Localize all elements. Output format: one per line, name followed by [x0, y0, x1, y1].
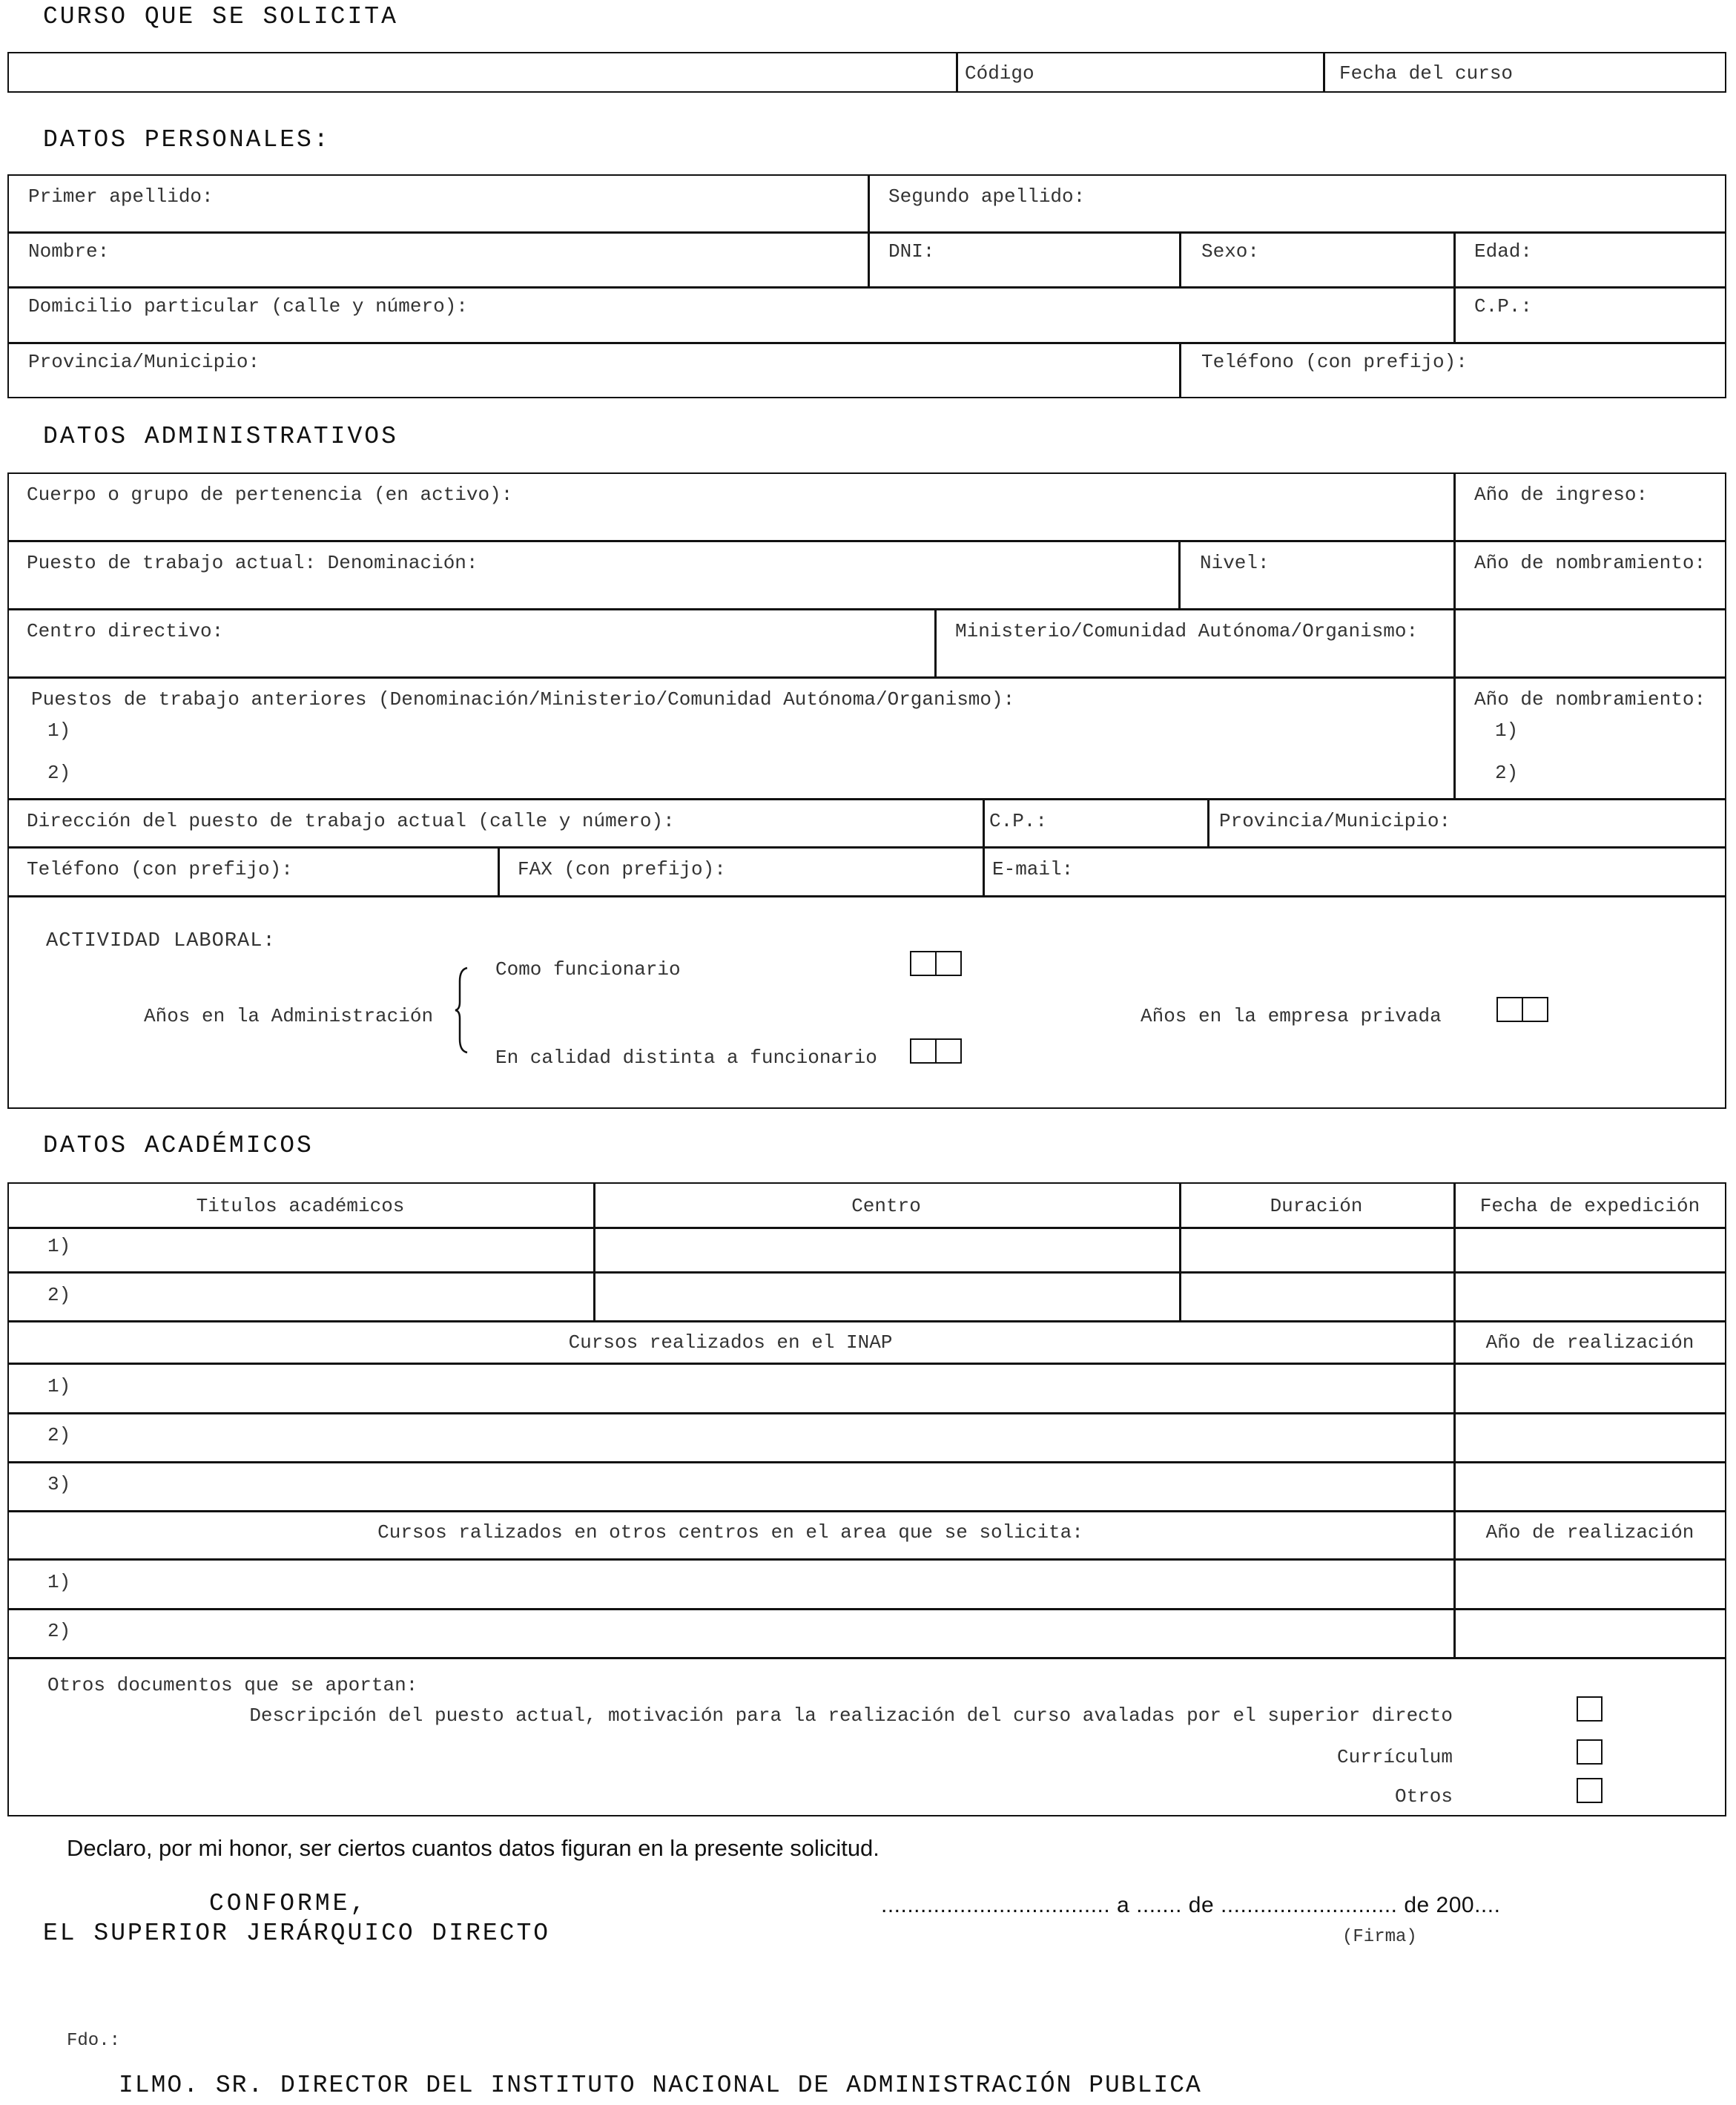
divider	[7, 1558, 1726, 1561]
divider	[956, 52, 958, 93]
curriculum-checkbox[interactable]	[1577, 1739, 1603, 1765]
divider	[868, 174, 870, 287]
divider	[498, 846, 500, 895]
divider	[7, 798, 1726, 800]
anio-ingreso-field[interactable]: Año de ingreso:	[1474, 484, 1648, 506]
puesto-actual-field[interactable]: Puesto de trabajo actual: Denominación:	[27, 552, 478, 574]
divider	[1453, 472, 1456, 677]
doc-otros-label: Otros	[1394, 1785, 1453, 1808]
heading-personales: DATOS PERSONALES:	[43, 126, 331, 154]
no-funcionario-years-digit1[interactable]	[910, 1038, 937, 1064]
superior-jerarquico-label: EL SUPERIOR JERÁRQUICO DIRECTO	[43, 1920, 551, 1947]
divider	[7, 676, 1726, 679]
fecha-curso-label[interactable]: Fecha del curso	[1339, 62, 1514, 85]
inap-row-number[interactable]: 2)	[47, 1424, 71, 1446]
divider	[7, 1271, 1726, 1274]
cursos-inap-header: Cursos realizados en el INAP	[568, 1331, 893, 1354]
cuerpo-field[interactable]: Cuerpo o grupo de pertenencia (en activo):	[27, 484, 513, 506]
declaracion-text: Declaro, por mi honor, ser ciertos cuantos datos figuran en la presente solicitud.	[67, 1835, 879, 1861]
sexo-field[interactable]: Sexo:	[1201, 240, 1260, 263]
ministerio-field[interactable]: Ministerio/Comunidad Autónoma/Organismo:	[955, 620, 1419, 642]
divider	[983, 798, 985, 896]
divider	[7, 608, 1726, 610]
direccion-field[interactable]: Dirección del puesto de trabajo actual (calle y número):	[27, 810, 675, 832]
no-funcionario-years-digit2[interactable]	[935, 1038, 962, 1064]
otros-documentos-label: Otros documentos que se aportan:	[47, 1674, 418, 1696]
doc-descripcion-label: Descripción del puesto actual, motivación para la realización del curso avaladas por el superior directo	[249, 1704, 1453, 1727]
inap-row-number[interactable]: 3)	[47, 1473, 71, 1495]
provincia-trabajo-field[interactable]: Provincia/Municipio:	[1219, 810, 1451, 832]
divider	[1179, 231, 1181, 286]
divider	[1179, 342, 1181, 398]
descripcion-checkbox[interactable]	[1577, 1696, 1603, 1722]
divider	[1323, 52, 1325, 93]
col-duracion: Duración	[1270, 1195, 1363, 1217]
calidad-distinta-label: En calidad distinta a funcionario	[495, 1047, 877, 1069]
divider	[1453, 1182, 1456, 1658]
nivel-field[interactable]: Nivel:	[1200, 552, 1270, 574]
inap-row-number[interactable]: 1)	[47, 1375, 71, 1397]
divider	[7, 1363, 1726, 1365]
otros-row-number[interactable]: 1)	[47, 1571, 71, 1593]
anio-realizacion-header: Año de realización	[1485, 1331, 1694, 1354]
fax-field[interactable]: FAX (con prefijo):	[518, 858, 726, 880]
telefono-trabajo-field[interactable]: Teléfono (con prefijo):	[27, 858, 293, 880]
divider	[7, 1320, 1726, 1322]
dni-field[interactable]: DNI:	[888, 240, 935, 263]
divider	[1207, 798, 1209, 847]
anios-privada-label: Años en la empresa privada	[1141, 1005, 1442, 1027]
titulo-row-number[interactable]: 1)	[47, 1235, 71, 1257]
cp-field[interactable]: C.P.:	[1474, 295, 1533, 317]
segundo-apellido-field[interactable]: Segundo apellido:	[888, 185, 1086, 208]
divider	[7, 286, 1726, 289]
divider	[7, 540, 1726, 542]
funcionario-years-digit1[interactable]	[910, 951, 937, 976]
titulo-row-number[interactable]: 2)	[47, 1284, 71, 1306]
divider	[1453, 231, 1456, 343]
divider	[7, 1608, 1726, 1610]
divider	[7, 1657, 1726, 1659]
brace-icon	[454, 966, 472, 1054]
centro-directivo-field[interactable]: Centro directivo:	[27, 620, 224, 642]
col-fecha-expedicion: Fecha de expedición	[1479, 1195, 1700, 1217]
actividad-laboral-heading: ACTIVIDAD LABORAL:	[46, 930, 276, 952]
col-titulos: Titulos académicos	[196, 1195, 405, 1217]
otros-row-number[interactable]: 2)	[47, 1620, 71, 1642]
anio-realizacion-header-2: Año de realización	[1485, 1521, 1694, 1544]
doc-curriculum-label: Currículum	[1336, 1746, 1453, 1768]
heading-curso: CURSO QUE SE SOLICITA	[43, 3, 398, 30]
divider	[7, 1227, 1726, 1229]
divider	[7, 846, 1726, 849]
col-centro: Centro	[851, 1195, 921, 1217]
anios-admin-label: Años en la Administración	[144, 1005, 434, 1027]
edad-field[interactable]: Edad:	[1474, 240, 1533, 263]
puestos-anteriores-field[interactable]: Puestos de trabajo anteriores (Denominación/Ministerio/Comunidad Autónoma/Organismo):	[31, 688, 1015, 711]
item-number: 1)	[47, 719, 71, 742]
divider	[934, 608, 937, 676]
privada-years-digit2[interactable]	[1522, 997, 1548, 1022]
item-number: 1)	[1495, 719, 1519, 742]
domicilio-field[interactable]: Domicilio particular (calle y número):	[28, 295, 468, 317]
divider	[7, 1412, 1726, 1414]
fdo-label: Fdo.:	[67, 2031, 121, 2051]
divider	[7, 342, 1726, 344]
item-number: 2)	[47, 762, 71, 784]
divider	[7, 895, 1726, 897]
email-field[interactable]: E-mail:	[992, 858, 1074, 880]
anio-nombramiento-field[interactable]: Año de nombramiento:	[1474, 552, 1706, 574]
heading-academicos: DATOS ACADÉMICOS	[43, 1132, 314, 1159]
como-funcionario-label: Como funcionario	[495, 958, 681, 981]
cp-trabajo-field[interactable]: C.P.:	[989, 810, 1048, 832]
provincia-field[interactable]: Provincia/Municipio:	[28, 351, 260, 373]
divider	[1453, 676, 1456, 799]
anio-nombramiento-anteriores[interactable]: Año de nombramiento:	[1474, 688, 1706, 711]
privada-years-digit1[interactable]	[1496, 997, 1523, 1022]
primer-apellido-field[interactable]: Primer apellido:	[28, 185, 214, 208]
divider	[7, 1510, 1726, 1512]
conforme-label: CONFORME,	[209, 1890, 369, 1917]
heading-administrativos: DATOS ADMINISTRATIVOS	[43, 423, 398, 450]
telefono-field[interactable]: Teléfono (con prefijo):	[1201, 351, 1468, 373]
otros-checkbox[interactable]	[1577, 1778, 1603, 1803]
cursos-otros-header: Cursos ralizados en otros centros en el area que se solicita:	[377, 1521, 1083, 1544]
codigo-label[interactable]: Código	[965, 62, 1034, 85]
divider	[7, 231, 1726, 234]
firma-label: (Firma)	[1342, 1927, 1417, 1947]
divider	[7, 1461, 1726, 1463]
funcionario-years-digit2[interactable]	[935, 951, 962, 976]
destinatario-label: ILMO. SR. DIRECTOR DEL INSTITUTO NACIONAL DE ADMINISTRACIÓN PUBLICA	[119, 2072, 1202, 2099]
lugar-fecha-line[interactable]: ................................... a ....... de ........................... de 200....	[881, 1893, 1501, 1917]
divider	[1178, 540, 1181, 608]
item-number: 2)	[1495, 762, 1519, 784]
nombre-field[interactable]: Nombre:	[28, 240, 110, 263]
